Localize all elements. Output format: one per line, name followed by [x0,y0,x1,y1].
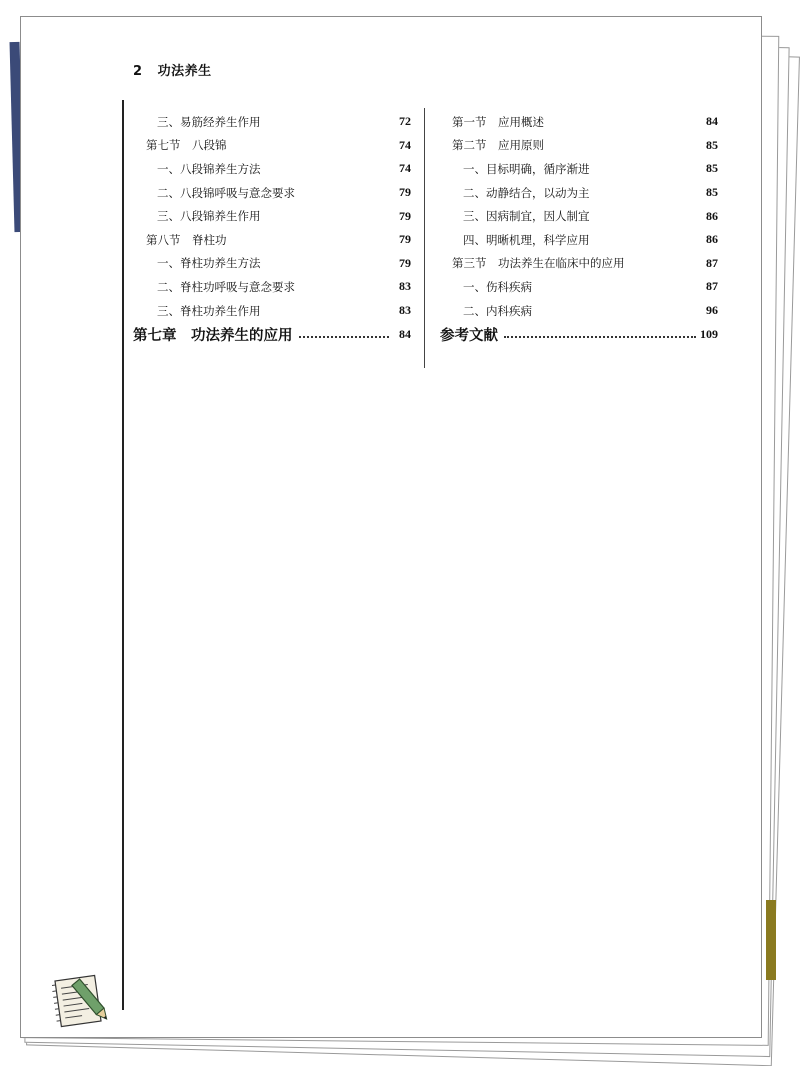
toc-entry-label: 第七章 功法养生的应用 [133,324,295,345]
toc-item-entry [440,204,718,228]
toc-page-number: 86 [706,232,718,247]
toc-page-number: 86 [706,208,718,223]
toc-entry-label: 二、八段锦呼吸与意念要求 [157,185,295,200]
toc-page-number: 83 [399,279,411,294]
toc-entry-label: 一、八段锦养生方法 [157,161,261,176]
page-number: 2 [133,64,143,79]
toc-section-entry [440,110,718,134]
toc-section-entry [440,134,718,158]
toc-page-number: 87 [706,279,718,294]
toc-item-entry [440,275,718,299]
toc-chapter-entry [133,322,411,346]
toc-item-entry [133,204,411,228]
toc-page-number: 79 [399,232,411,247]
toc-item-entry [440,299,718,323]
dot-leader [299,336,390,338]
dot-leader [504,336,696,338]
toc-entry-label: 三、易筋经养生作用 [157,114,261,129]
toc-page-number: 79 [399,255,411,270]
toc-item-entry [440,228,718,252]
toc-section-entry [133,134,411,158]
running-title: 功法养生 [157,64,212,79]
toc-item-entry [133,181,411,205]
toc-section-entry [440,252,718,276]
toc-page-number: 74 [399,137,411,152]
toc-entry-label: 一、脊柱功养生方法 [157,256,261,271]
running-header [133,60,212,79]
toc-entry-label: 三、脊柱功养生作用 [157,303,261,318]
binding-line [122,100,124,1010]
notebook-pencil-icon [52,970,116,1030]
toc-page-number: 96 [706,303,718,318]
toc-entry-label: 第七节 八段锦 [146,138,227,153]
toc-page-number: 85 [706,137,718,152]
toc-item-entry [133,275,411,299]
toc-page-number: 79 [399,208,411,223]
toc-entry-label: 二、动静结合，以动为主 [463,185,590,200]
toc-item-entry [133,110,411,134]
toc-section-entry [133,228,411,252]
toc-entry-label: 一、目标明确，循序渐进 [463,161,590,176]
toc-entry-label: 一、伤科疾病 [463,279,532,294]
toc-entry-label: 第八节 脊柱功 [146,232,227,247]
toc-entry-label: 三、八段锦养生作用 [157,209,261,224]
toc-page-number: 85 [706,161,718,176]
toc-entry-label: 第二节 应用原则 [452,138,544,153]
toc-page-number: 109 [700,326,718,341]
toc-entry-label: 二、脊柱功呼吸与意念要求 [157,279,295,294]
toc-page-number: 85 [706,185,718,200]
toc-page-number: 72 [399,114,411,129]
stacked-page-edge [766,900,776,980]
toc-item-entry [440,181,718,205]
toc-column-left [133,110,411,346]
toc-item-entry [133,299,411,323]
toc-entry-label: 二、内科疾病 [463,303,532,318]
toc-entry-label: 参考文献 [440,324,500,345]
toc-chapter-entry [440,322,718,346]
toc-page-number: 74 [399,161,411,176]
toc-entry-label: 第一节 应用概述 [452,114,544,129]
toc-page-number: 83 [399,303,411,318]
toc-page-number: 87 [706,255,718,270]
toc-page-number: 84 [706,114,718,129]
toc-column-right [440,110,718,346]
toc-page-number: 84 [399,326,411,341]
toc-item-entry [440,157,718,181]
toc-entry-label: 三、因病制宜，因人制宜 [463,209,590,224]
toc-item-entry [133,252,411,276]
toc-page-number: 79 [399,185,411,200]
toc-item-entry [133,157,411,181]
toc-entry-label: 第三节 功法养生在临床中的应用 [452,256,625,271]
column-separator [424,108,425,368]
toc-entry-label: 四、明晰机理，科学应用 [463,232,590,247]
